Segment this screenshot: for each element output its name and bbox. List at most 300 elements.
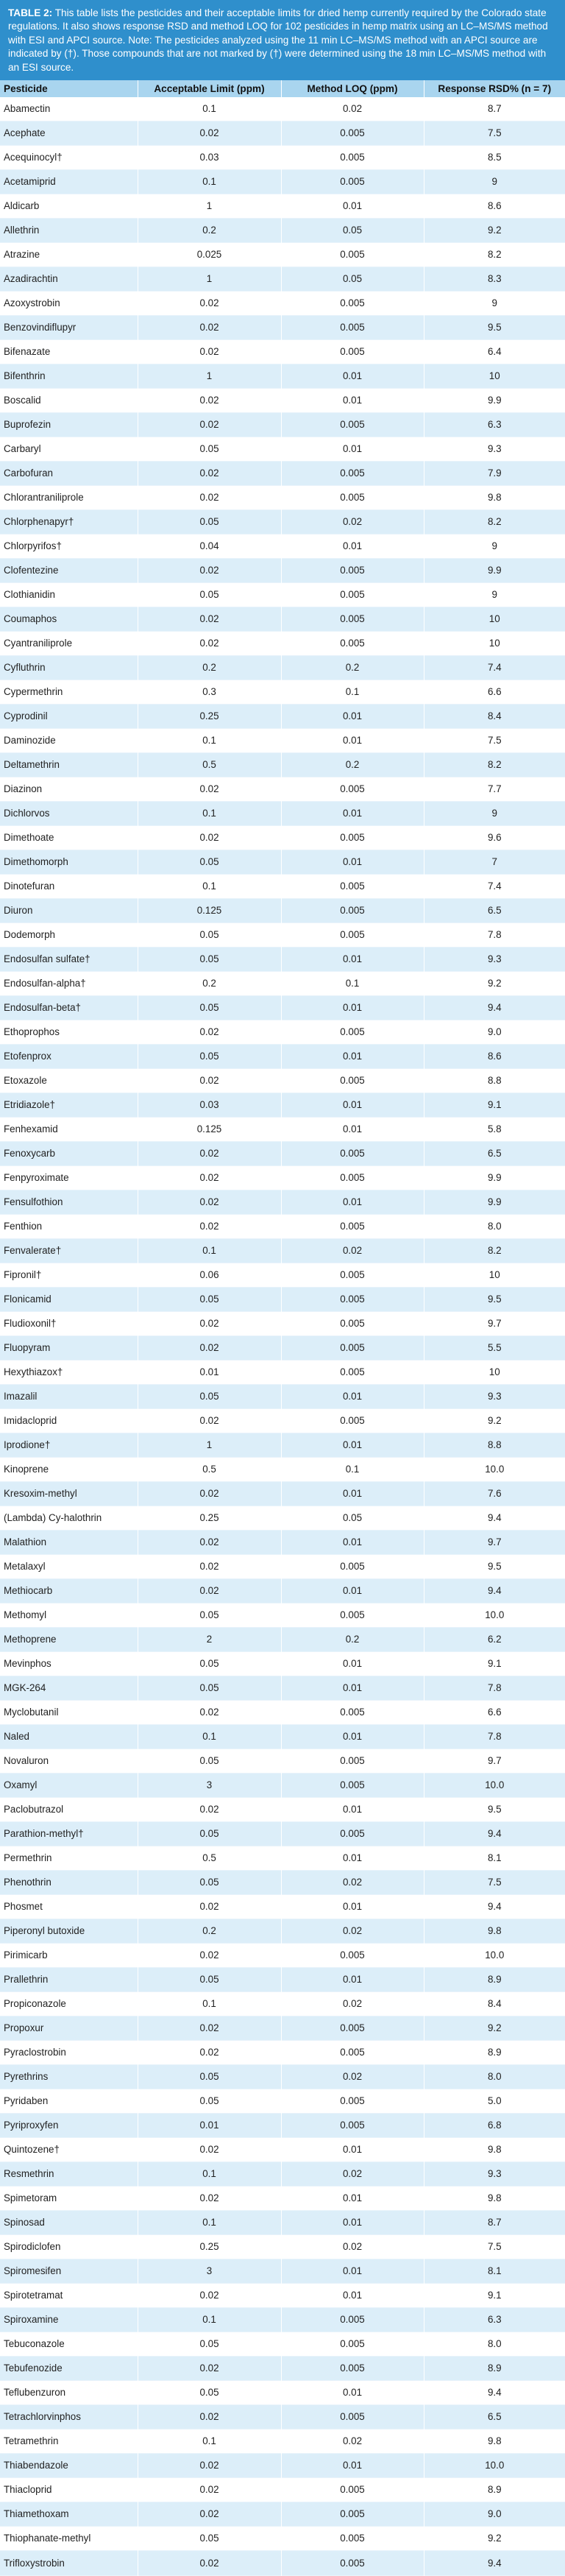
cell-response-rsd: 8.4 <box>487 710 502 721</box>
cell-response-rsd: 9.6 <box>487 832 502 843</box>
cell-pesticide: Pyrethrins <box>0 2064 138 2089</box>
cell-method-loq: 0.02 <box>281 1238 424 1263</box>
table-row <box>0 1141 565 1165</box>
cell-response-rsd: 9.8 <box>487 1925 502 1936</box>
table-row <box>0 1797 565 1821</box>
table-row <box>0 2016 565 2040</box>
cell-response-rsd: 6.5 <box>487 1148 502 1159</box>
cell-acceptable-limit: 0.02 <box>138 1578 281 1603</box>
cell-pesticide: Azadirachtin <box>0 267 138 291</box>
cell-response-rsd: 9.3 <box>487 2168 502 2179</box>
cell-acceptable-limit: 0.1 <box>138 2162 281 2186</box>
cell-response-rsd: 10 <box>488 613 500 624</box>
cell-acceptable-limit: 0.02 <box>138 1481 281 1506</box>
cell-pesticide: MGK-264 <box>0 1676 138 1700</box>
cell-method-loq: 0.01 <box>281 2186 424 2210</box>
cell-pesticide: Carbaryl <box>0 437 138 461</box>
table-row <box>0 631 565 655</box>
cell-method-loq: 0.005 <box>281 2404 424 2429</box>
cell-pesticide: Diazinon <box>0 777 138 801</box>
cell-response-rsd: 8.2 <box>487 516 502 527</box>
cell-method-loq: 0.05 <box>281 1506 424 1530</box>
cell-method-loq: 0.2 <box>281 1627 424 1651</box>
cell-acceptable-limit: 0.02 <box>138 2016 281 2040</box>
cell-pesticide: Cyfluthrin <box>0 655 138 680</box>
cell-response-rsd: 7.5 <box>487 127 502 138</box>
cell-acceptable-limit: 0.05 <box>138 1287 281 1311</box>
cell-acceptable-limit: 0.5 <box>138 1846 281 1870</box>
cell-method-loq: 0.005 <box>281 631 424 655</box>
cell-pesticide: Spinosad <box>0 2210 138 2234</box>
cell-method-loq: 0.01 <box>281 364 424 388</box>
cell-method-loq: 0.005 <box>281 412 424 437</box>
cell-pesticide: Pyriproxyfen <box>0 2113 138 2137</box>
cell-response-rsd: 10.0 <box>485 1464 505 1475</box>
cell-acceptable-limit: 0.1 <box>138 97 281 121</box>
table-row <box>0 582 565 607</box>
cell-method-loq: 0.005 <box>281 1773 424 1797</box>
cell-acceptable-limit: 0.02 <box>138 461 281 485</box>
cell-response-rsd: 9.0 <box>487 2508 502 2519</box>
table-row <box>0 558 565 582</box>
cell-method-loq: 0.005 <box>281 2089 424 2113</box>
table-row <box>0 874 565 898</box>
cell-pesticide: Imazalil <box>0 1384 138 1408</box>
cell-method-loq: 0.01 <box>281 388 424 412</box>
cell-pesticide: Thiabendazole <box>0 2453 138 2477</box>
cell-pesticide: Acephate <box>0 121 138 145</box>
cell-response-rsd: 8.4 <box>487 1998 502 2009</box>
cell-response-rsd: 9.1 <box>487 2290 502 2301</box>
cell-response-rsd: 9.8 <box>487 492 502 503</box>
cell-response-rsd: 8.1 <box>487 2265 502 2276</box>
cell-pesticide: Spirotetramat <box>0 2283 138 2307</box>
cell-method-loq: 0.01 <box>281 1651 424 1676</box>
table-row <box>0 2453 565 2477</box>
cell-acceptable-limit: 0.05 <box>138 2332 281 2356</box>
cell-response-rsd: 9.4 <box>487 1512 502 1523</box>
cell-pesticide: Methiocarb <box>0 1578 138 1603</box>
cell-method-loq: 0.01 <box>281 1481 424 1506</box>
cell-acceptable-limit: 3 <box>138 2259 281 2283</box>
cell-response-rsd: 9.1 <box>487 1658 502 1669</box>
cell-response-rsd: 9.8 <box>487 2435 502 2446</box>
cell-pesticide: Paclobutrazol <box>0 1797 138 1821</box>
cell-response-rsd: 9.3 <box>487 443 502 454</box>
cell-response-rsd: 7.6 <box>487 1488 502 1499</box>
table-row <box>0 995 565 1020</box>
cell-acceptable-limit: 0.125 <box>138 898 281 922</box>
cell-method-loq: 0.01 <box>281 728 424 752</box>
cell-acceptable-limit: 0.02 <box>138 2356 281 2380</box>
cell-pesticide: Aldicarb <box>0 194 138 218</box>
table-row <box>0 1020 565 1044</box>
cell-method-loq: 0.005 <box>281 1360 424 1384</box>
table-row <box>0 242 565 267</box>
cell-method-loq: 0.01 <box>281 801 424 825</box>
cell-pesticide: Methomyl <box>0 1603 138 1627</box>
cell-method-loq: 0.005 <box>281 242 424 267</box>
cell-method-loq: 0.01 <box>281 995 424 1020</box>
cell-response-rsd: 9.4 <box>487 1901 502 1912</box>
cell-response-rsd: 7.5 <box>487 1877 502 1888</box>
cell-acceptable-limit: 0.02 <box>138 1020 281 1044</box>
table-row <box>0 2550 565 2576</box>
cell-acceptable-limit: 0.01 <box>138 1360 281 1384</box>
table-row <box>0 2307 565 2332</box>
cell-method-loq: 0.01 <box>281 704 424 728</box>
cell-acceptable-limit: 0.02 <box>138 1190 281 1214</box>
table-row <box>0 1433 565 1457</box>
cell-pesticide: Kresoxim-methyl <box>0 1481 138 1506</box>
table-row <box>0 1870 565 1894</box>
cell-acceptable-limit: 0.025 <box>138 242 281 267</box>
table-row <box>0 1748 565 1773</box>
table-row <box>0 1335 565 1360</box>
cell-response-rsd: 9 <box>491 540 497 551</box>
cell-response-rsd: 6.2 <box>487 1634 502 1645</box>
cell-acceptable-limit: 0.03 <box>138 1093 281 1117</box>
cell-response-rsd: 9.5 <box>487 1561 502 1572</box>
cell-response-rsd: 8.6 <box>487 200 502 211</box>
cell-acceptable-limit: 0.02 <box>138 2186 281 2210</box>
table-row <box>0 1603 565 1627</box>
cell-response-rsd: 10.0 <box>485 1779 505 1790</box>
cell-acceptable-limit: 0.05 <box>138 2526 281 2550</box>
cell-method-loq: 0.005 <box>281 777 424 801</box>
cell-acceptable-limit: 0.02 <box>138 825 281 850</box>
cell-acceptable-limit: 0.06 <box>138 1263 281 1287</box>
cell-method-loq: 0.005 <box>281 339 424 364</box>
table-caption <box>0 0 565 80</box>
table-row <box>0 1457 565 1481</box>
cell-method-loq: 0.01 <box>281 1967 424 1991</box>
pesticide-table <box>0 80 565 2576</box>
cell-method-loq: 0.01 <box>281 1384 424 1408</box>
table-row <box>0 1044 565 1068</box>
cell-acceptable-limit: 1 <box>138 364 281 388</box>
cell-acceptable-limit: 0.2 <box>138 971 281 995</box>
cell-acceptable-limit: 1 <box>138 1433 281 1457</box>
table-row <box>0 97 565 121</box>
cell-method-loq: 0.005 <box>281 485 424 509</box>
table-row <box>0 2332 565 2356</box>
table-row <box>0 655 565 680</box>
cell-acceptable-limit: 0.02 <box>138 631 281 655</box>
cell-response-rsd: 9 <box>491 297 497 308</box>
cell-acceptable-limit: 0.5 <box>138 1457 281 1481</box>
cell-acceptable-limit: 0.05 <box>138 1044 281 1068</box>
table-row <box>0 752 565 777</box>
table-row <box>0 121 565 145</box>
table-row <box>0 728 565 752</box>
caption-text: This table lists the pesticides and their acceptable limits for dried hemp currently required by the Colorado state regulations. It also shows response RSD and method LOQ for 102 pesticides in hemp matrix using an LC–MS/MS method with ESI and APCI source. Note: The pesticides analyzed using the 11 min LC–MS/MS method with an APCI source are indicated by (†). Those compounds that are not marked by (†) were determined using the 18 min LC–MS/MS method with an ESI source. <box>8 7 548 73</box>
cell-pesticide: Clothianidin <box>0 582 138 607</box>
cell-response-rsd: 10.0 <box>485 2460 505 2471</box>
table-body <box>0 97 565 2575</box>
cell-method-loq: 0.005 <box>281 1603 424 1627</box>
cell-response-rsd: 8.8 <box>487 1439 502 1450</box>
cell-acceptable-limit: 0.02 <box>138 2283 281 2307</box>
table-row <box>0 1287 565 1311</box>
cell-method-loq: 0.01 <box>281 2380 424 2404</box>
cell-response-rsd: 9.8 <box>487 2144 502 2155</box>
cell-pesticide: Chlorpyrifos† <box>0 534 138 558</box>
cell-pesticide: Spiroxamine <box>0 2307 138 2332</box>
cell-method-loq: 0.01 <box>281 1676 424 1700</box>
cell-response-rsd: 8.9 <box>487 2484 502 2495</box>
cell-pesticide: Spiromesifen <box>0 2259 138 2283</box>
cell-response-rsd: 7.5 <box>487 2241 502 2252</box>
table-row <box>0 2477 565 2502</box>
cell-acceptable-limit: 1 <box>138 267 281 291</box>
cell-acceptable-limit: 0.02 <box>138 2040 281 2064</box>
cell-pesticide: Endosulfan sulfate† <box>0 947 138 971</box>
cell-pesticide: Bifenazate <box>0 339 138 364</box>
cell-acceptable-limit: 0.05 <box>138 1651 281 1676</box>
cell-method-loq: 0.005 <box>281 1408 424 1433</box>
cell-response-rsd: 6.5 <box>487 905 502 916</box>
cell-pesticide: Naled <box>0 1724 138 1748</box>
cell-acceptable-limit: 0.02 <box>138 2502 281 2526</box>
cell-method-loq: 0.01 <box>281 2137 424 2162</box>
cell-method-loq: 0.1 <box>281 1457 424 1481</box>
table-row <box>0 1554 565 1578</box>
table-row <box>0 2186 565 2210</box>
table-row <box>0 2356 565 2380</box>
cell-acceptable-limit: 0.25 <box>138 2234 281 2259</box>
cell-response-rsd: 8.7 <box>487 103 502 115</box>
cell-method-loq: 0.02 <box>281 2162 424 2186</box>
cell-pesticide: Spirodiclofen <box>0 2234 138 2259</box>
cell-pesticide: Malathion <box>0 1530 138 1554</box>
cell-pesticide: Azoxystrobin <box>0 291 138 315</box>
table-row <box>0 898 565 922</box>
cell-method-loq: 0.005 <box>281 874 424 898</box>
cell-pesticide: Trifloxystrobin <box>0 2550 138 2576</box>
cell-acceptable-limit: 0.02 <box>138 607 281 631</box>
cell-acceptable-limit: 0.02 <box>138 412 281 437</box>
table-row <box>0 461 565 485</box>
table-row <box>0 704 565 728</box>
cell-response-rsd: 9.9 <box>487 565 502 576</box>
cell-response-rsd: 7.7 <box>487 783 502 794</box>
cell-method-loq: 0.2 <box>281 752 424 777</box>
table-row <box>0 2210 565 2234</box>
table-row <box>0 1506 565 1530</box>
cell-response-rsd: 10.0 <box>485 1609 505 1620</box>
cell-pesticide: Phenothrin <box>0 1870 138 1894</box>
cell-pesticide: Abamectin <box>0 97 138 121</box>
table-row <box>0 680 565 704</box>
table-row <box>0 509 565 534</box>
cell-pesticide: Fenhexamid <box>0 1117 138 1141</box>
cell-pesticide: Piperonyl butoxide <box>0 1919 138 1943</box>
table-row <box>0 534 565 558</box>
cell-pesticide: Coumaphos <box>0 607 138 631</box>
cell-pesticide: Endosulfan-alpha† <box>0 971 138 995</box>
cell-method-loq: 0.02 <box>281 2429 424 2453</box>
table-row <box>0 2404 565 2429</box>
cell-acceptable-limit: 0.05 <box>138 1384 281 1408</box>
cell-method-loq: 0.005 <box>281 1141 424 1165</box>
cell-acceptable-limit: 0.02 <box>138 1530 281 1554</box>
table-row <box>0 339 565 364</box>
cell-pesticide: Fluopyram <box>0 1335 138 1360</box>
cell-response-rsd: 6.6 <box>487 686 502 697</box>
cell-response-rsd: 7.8 <box>487 1682 502 1693</box>
cell-acceptable-limit: 0.05 <box>138 1967 281 1991</box>
cell-method-loq: 0.005 <box>281 1554 424 1578</box>
cell-response-rsd: 9.8 <box>487 2192 502 2203</box>
cell-acceptable-limit: 0.1 <box>138 2307 281 2332</box>
cell-pesticide: Resmethrin <box>0 2162 138 2186</box>
cell-pesticide: Chlorantraniliprole <box>0 485 138 509</box>
cell-pesticide: Fenoxycarb <box>0 1141 138 1165</box>
cell-method-loq: 0.005 <box>281 291 424 315</box>
cell-response-rsd: 10.0 <box>485 1949 505 1961</box>
table-row <box>0 2234 565 2259</box>
cell-pesticide: Parathion-methyl† <box>0 1821 138 1846</box>
cell-response-rsd: 9.3 <box>487 1391 502 1402</box>
cell-pesticide: Hexythiazox† <box>0 1360 138 1384</box>
cell-acceptable-limit: 0.05 <box>138 582 281 607</box>
table-row <box>0 1481 565 1506</box>
cell-acceptable-limit: 0.02 <box>138 558 281 582</box>
cell-method-loq: 0.01 <box>281 1530 424 1554</box>
table-row <box>0 2113 565 2137</box>
cell-response-rsd: 6.8 <box>487 2120 502 2131</box>
cell-pesticide: Cyprodinil <box>0 704 138 728</box>
cell-response-rsd: 6.3 <box>487 2314 502 2325</box>
cell-method-loq: 0.01 <box>281 2283 424 2307</box>
cell-acceptable-limit: 0.02 <box>138 485 281 509</box>
cell-pesticide: Deltamethrin <box>0 752 138 777</box>
table-row <box>0 1238 565 1263</box>
cell-pesticide: Bifenthrin <box>0 364 138 388</box>
cell-method-loq: 0.005 <box>281 1821 424 1846</box>
cell-response-rsd: 8.6 <box>487 1051 502 1062</box>
cell-method-loq: 0.01 <box>281 1797 424 1821</box>
cell-pesticide: Dinotefuran <box>0 874 138 898</box>
table-row <box>0 169 565 194</box>
cell-response-rsd: 7.5 <box>487 735 502 746</box>
table-row <box>0 1578 565 1603</box>
table-row <box>0 2380 565 2404</box>
table-row <box>0 2429 565 2453</box>
table-row <box>0 2162 565 2186</box>
cell-method-loq: 0.005 <box>281 1165 424 1190</box>
cell-pesticide: Fludioxonil† <box>0 1311 138 1335</box>
cell-acceptable-limit: 0.05 <box>138 995 281 1020</box>
cell-method-loq: 0.01 <box>281 1846 424 1870</box>
table-row <box>0 1991 565 2016</box>
table-row <box>0 485 565 509</box>
cell-method-loq: 0.01 <box>281 1117 424 1141</box>
cell-response-rsd: 9.4 <box>487 1828 502 1839</box>
cell-response-rsd: 7.8 <box>487 929 502 940</box>
cell-method-loq: 0.005 <box>281 922 424 947</box>
cell-pesticide: Phosmet <box>0 1894 138 1919</box>
cell-acceptable-limit: 0.02 <box>138 1943 281 1967</box>
cell-response-rsd: 9.5 <box>487 1294 502 1305</box>
cell-pesticide: Quintozene† <box>0 2137 138 2162</box>
cell-method-loq: 0.005 <box>281 1020 424 1044</box>
cell-acceptable-limit: 0.05 <box>138 922 281 947</box>
cell-method-loq: 0.005 <box>281 1943 424 1967</box>
cell-pesticide: Tebufenozide <box>0 2356 138 2380</box>
cell-pesticide: Dichlorvos <box>0 801 138 825</box>
cell-response-rsd: 10 <box>488 1366 500 1377</box>
cell-pesticide: Pyraclostrobin <box>0 2040 138 2064</box>
cell-pesticide: Fenthion <box>0 1214 138 1238</box>
cell-response-rsd: 8.1 <box>487 1852 502 1863</box>
cell-pesticide: Ethoprophos <box>0 1020 138 1044</box>
table-row <box>0 922 565 947</box>
cell-pesticide: Fensulfothion <box>0 1190 138 1214</box>
cell-method-loq: 0.05 <box>281 218 424 242</box>
table-row <box>0 291 565 315</box>
cell-pesticide: Mevinphos <box>0 1651 138 1676</box>
cell-acceptable-limit: 0.1 <box>138 1724 281 1748</box>
cell-pesticide: Carbofuran <box>0 461 138 485</box>
cell-method-loq: 0.005 <box>281 825 424 850</box>
cell-method-loq: 0.005 <box>281 607 424 631</box>
cell-pesticide: Fenvalerate† <box>0 1238 138 1263</box>
cell-response-rsd: 8.5 <box>487 152 502 163</box>
cell-method-loq: 0.01 <box>281 2210 424 2234</box>
cell-method-loq: 0.02 <box>281 97 424 121</box>
cell-method-loq: 0.005 <box>281 1287 424 1311</box>
cell-response-rsd: 9 <box>491 808 497 819</box>
cell-method-loq: 0.005 <box>281 2113 424 2137</box>
cell-acceptable-limit: 0.05 <box>138 2064 281 2089</box>
table-row <box>0 1165 565 1190</box>
cell-acceptable-limit: 0.05 <box>138 1603 281 1627</box>
cell-acceptable-limit: 0.2 <box>138 1919 281 1943</box>
cell-pesticide: Permethrin <box>0 1846 138 1870</box>
table-row <box>0 437 565 461</box>
cell-method-loq: 0.005 <box>281 2332 424 2356</box>
cell-method-loq: 0.005 <box>281 169 424 194</box>
cell-acceptable-limit: 3 <box>138 1773 281 1797</box>
cell-response-rsd: 5.8 <box>487 1123 502 1135</box>
cell-method-loq: 0.01 <box>281 2453 424 2477</box>
cell-acceptable-limit: 0.1 <box>138 1238 281 1263</box>
cell-pesticide: Dimethomorph <box>0 850 138 874</box>
table-row <box>0 2064 565 2089</box>
table-row <box>0 194 565 218</box>
table-row <box>0 947 565 971</box>
header-acceptable-limit: Acceptable Limit (ppm) <box>138 80 281 97</box>
cell-response-rsd: 9.2 <box>487 225 502 236</box>
table-row <box>0 1408 565 1433</box>
cell-response-rsd: 8.2 <box>487 759 502 770</box>
cell-acceptable-limit: 0.02 <box>138 2453 281 2477</box>
cell-acceptable-limit: 0.02 <box>138 1141 281 1165</box>
cell-response-rsd: 6.3 <box>487 419 502 430</box>
cell-pesticide: Diuron <box>0 898 138 922</box>
cell-response-rsd: 9.4 <box>487 2557 502 2569</box>
cell-response-rsd: 8.9 <box>487 2047 502 2058</box>
table-row <box>0 1360 565 1384</box>
cell-pesticide: Iprodione† <box>0 1433 138 1457</box>
cell-pesticide: Spimetoram <box>0 2186 138 2210</box>
table-row <box>0 1943 565 1967</box>
cell-acceptable-limit: 0.02 <box>138 1335 281 1360</box>
cell-response-rsd: 6.5 <box>487 2411 502 2422</box>
cell-acceptable-limit: 0.02 <box>138 1700 281 1724</box>
